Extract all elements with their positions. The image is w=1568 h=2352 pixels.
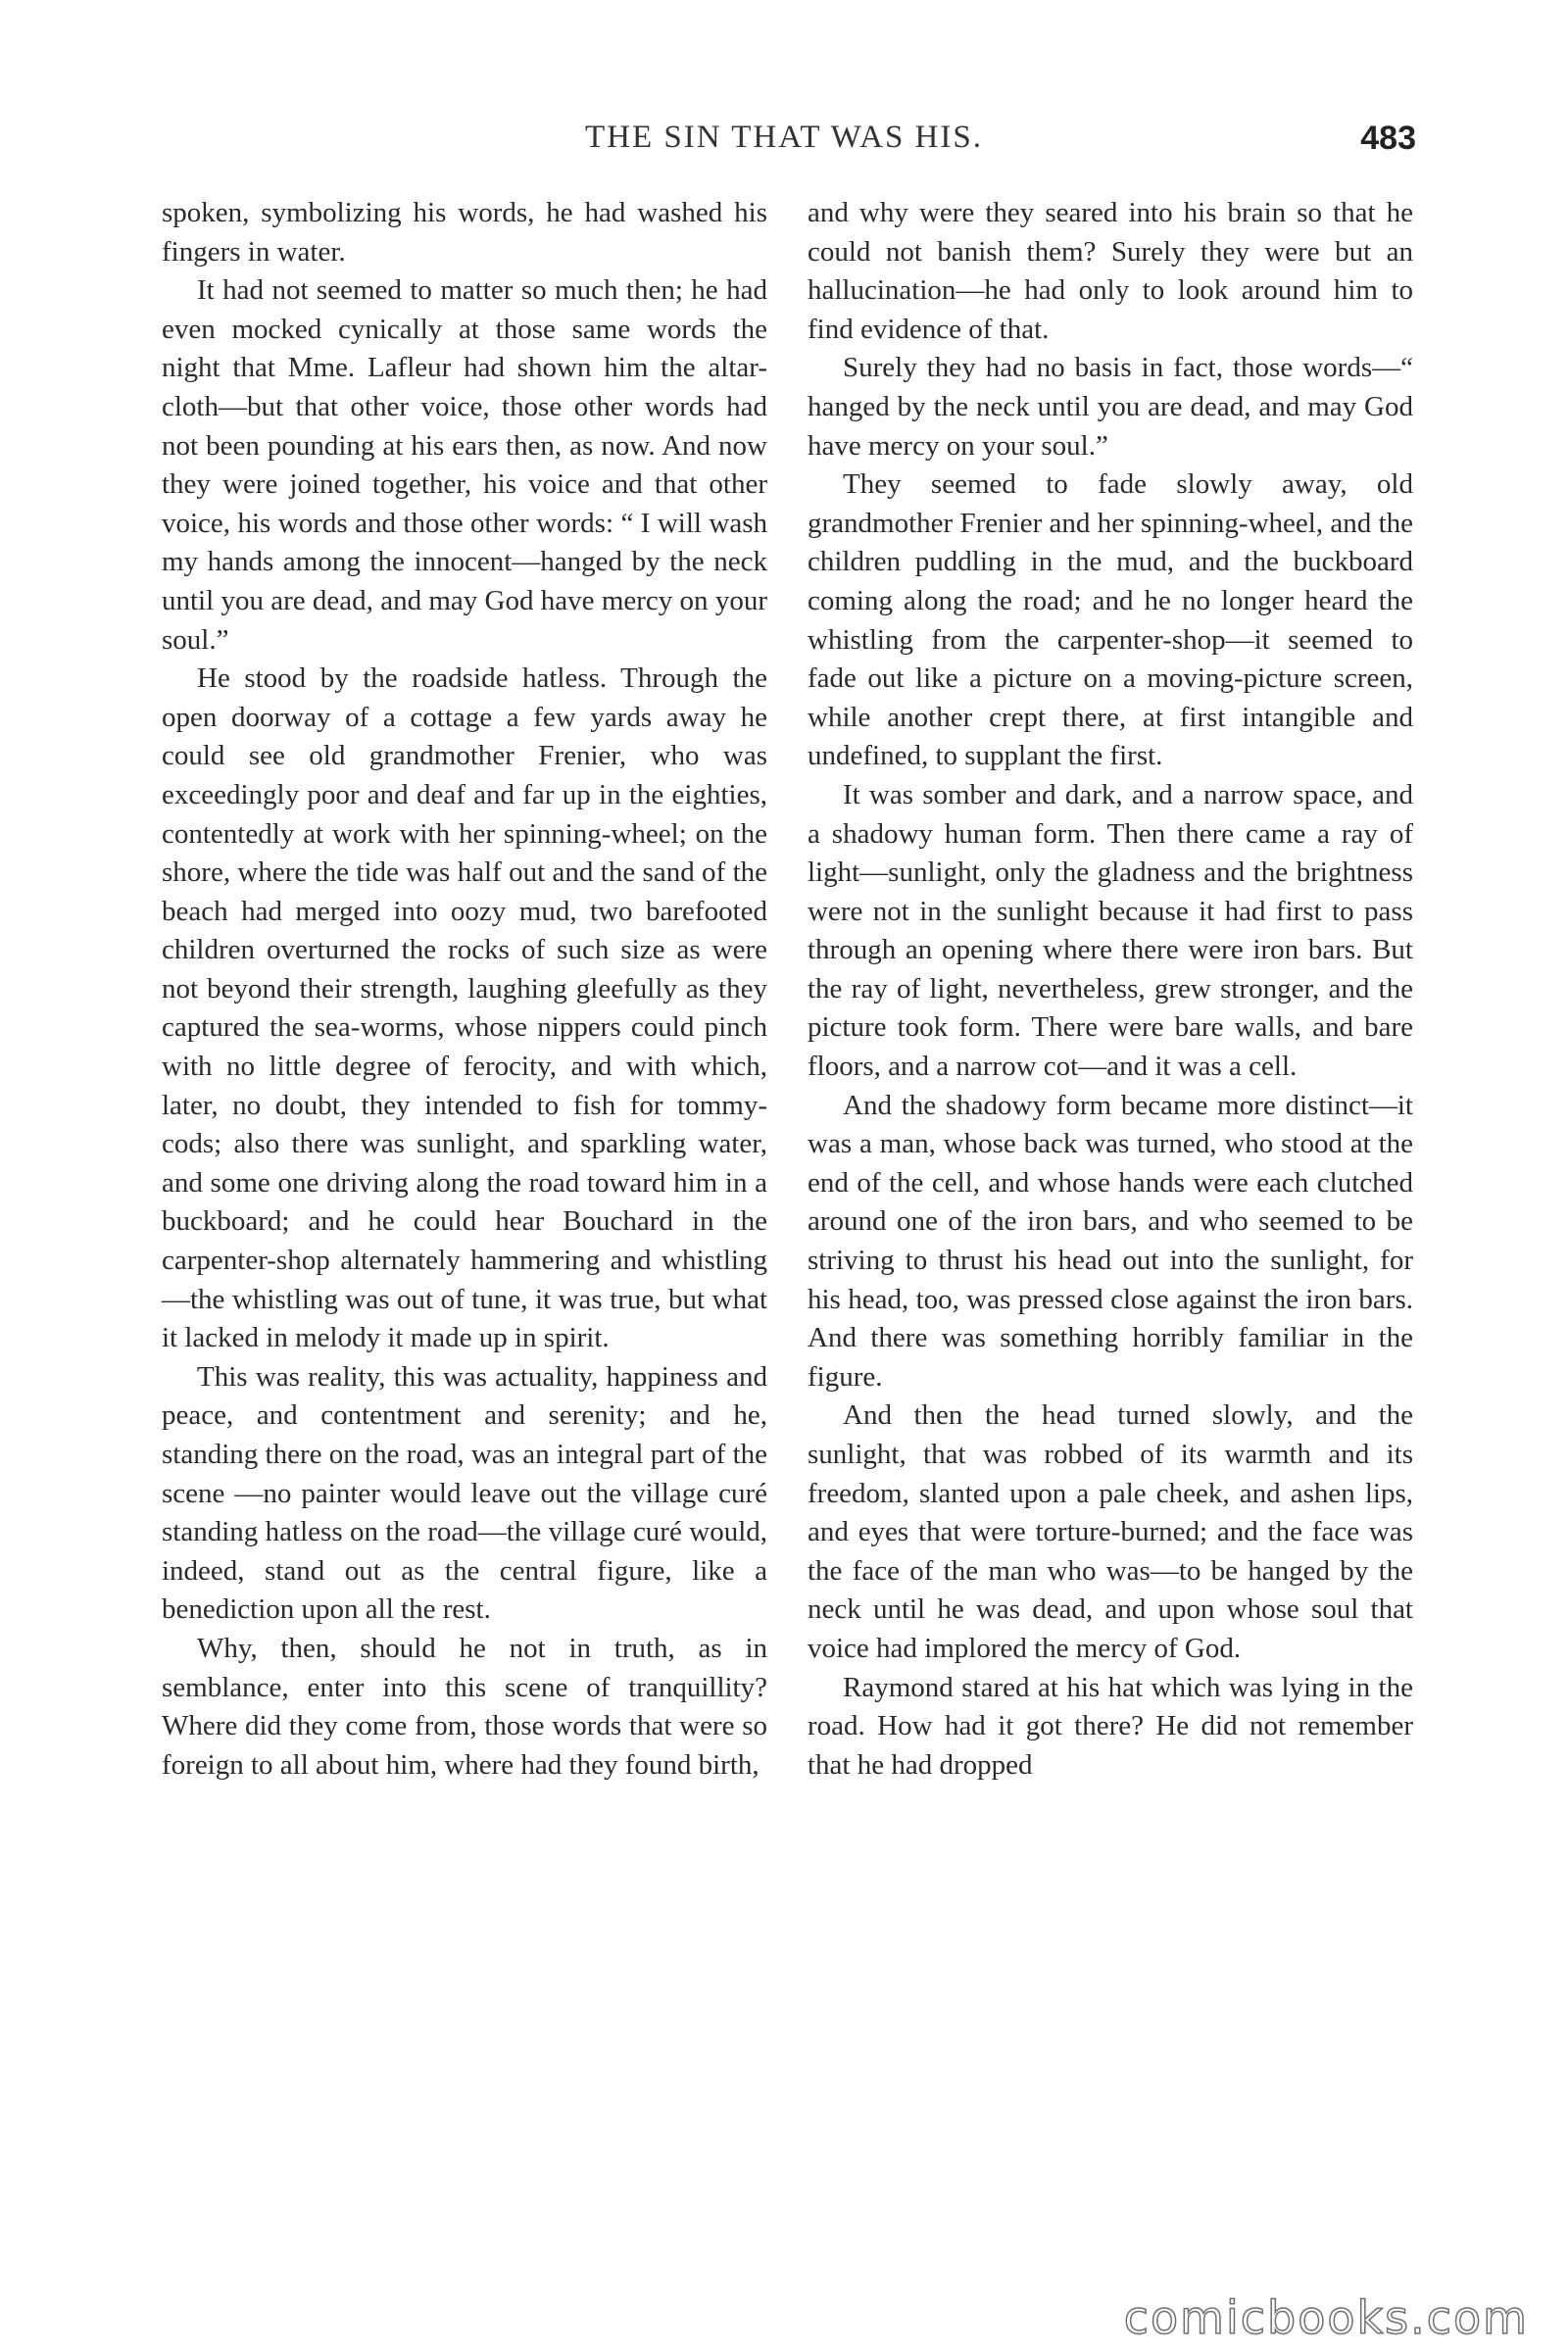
paragraph: spoken, symbolizing his words, he had washed his fingers in water.: [162, 197, 767, 268]
page-number: 483: [1360, 120, 1416, 157]
paragraph: And then the head turned slowly, and the sunlight, that was robbed of its warmth and its freedom, slanted upon a pale cheek, and ashen lips, and eyes that were torture-burned; and the face was the face of the man who was—to be hanged by the neck until he was dead, and upon whose soul that voice had implored the mercy of God.: [808, 1399, 1413, 1664]
right-column: [808, 194, 1413, 1785]
paragraph: This was reality, this was actuality, happiness and peace, and contentment and serenity; and he, standing there on the road, was an integral part of the scene —no painter would leave out the village curé standing hatless on the road—the village curé would, indeed, stand out as the central figure, like a benediction upon all the rest.: [162, 1360, 767, 1626]
paragraph: They seemed to fade slowly away, old grandmother Frenier and her spinning-wheel, and the children puddling in the mud, and the buckboard coming along the road; and he no longer heard the whistling from the carpenter-shop—it seemed to fade out like a picture on a moving-picture screen, while another crept there, at first intangible and undefined, to supplant the first.: [808, 468, 1413, 772]
paragraph: It was somber and dark, and a narrow space, and a shadowy human form. Then there came a ray of light—sunlight, only the gladness and the brightness were not in the sunlight because it had first to pass through an opening where there were iron bars. But the ray of light, nevertheless, grew stronger, and the picture took form. There were bare walls, and bare floors, and a narrow cot—and it was a cell.: [808, 778, 1413, 1083]
paragraph: and why were they seared into his brain so that he could not banish them? Surely they were but an hallucination—he had only to look around him to find evidence of that.: [808, 197, 1413, 345]
paragraph: Raymond stared at his hat which was lying in the road. How had it got there? He did not remember that he had dropped: [808, 1671, 1413, 1781]
paragraph: Surely they had no basis in fact, those words—“ hanged by the neck until you are dead, and may God have mercy on your soul.”: [808, 352, 1413, 462]
paragraph: It had not seemed to matter so much then; he had even mocked cynically at those same words the night that Mme. Lafleur had shown him the altar-cloth—but that other voice, those other words had not been pounding at his ears then, as now. And now they were joined together, his voice and that other voice, his words and those other words: “ I will wash my hands among the innocent—hanged by the neck until you are dead, and may God have mercy on your soul.”: [162, 274, 767, 656]
running-title: THE SIN THAT WAS HIS.: [585, 120, 983, 155]
paragraph: He stood by the roadside hatless. Through the open doorway of a cottage a few yards away he could see old grandmother Frenier, who was exceedingly poor and deaf and far up in the eighties, contentedly at work with her spinning-wheel; on the shore, where the tide was half out and the sand of the beach had merged into oozy mud, two barefooted children overturned the rocks of such size as were not beyond their strength, laughing gleefully as they captured the sea-worms, whose nippers could pinch with no little degree of ferocity, and with which, later, no doubt, they intended to fish for tommy-cods; also there was sunlight, and sparkling water, and some one driving along the road toward him in a buckboard; and he could hear Bouchard in the carpenter-shop alternately hammering and whistling—the whistling was out of tune, it was true, but what it lacked in melody it made up in spirit.: [162, 662, 767, 1354]
page-header: [0, 120, 1568, 171]
left-column: [162, 194, 767, 1785]
paragraph: Why, then, should he not in truth, as in semblance, enter into this scene of tranquillity? Where did they come from, those words that were so foreign to all about him, where had they found birth,: [162, 1632, 767, 1781]
watermark: comicbooks.com: [1123, 2291, 1529, 2344]
paragraph: And the shadowy form became more distinct—it was a man, whose back was turned, who stood at the end of the cell, and whose hands were each clutched around one of the iron bars, and who seemed to be striving to thrust his head out into the sunlight, for his head, too, was pressed close against the iron bars. And there was something horribly familiar in the figure.: [808, 1089, 1413, 1393]
